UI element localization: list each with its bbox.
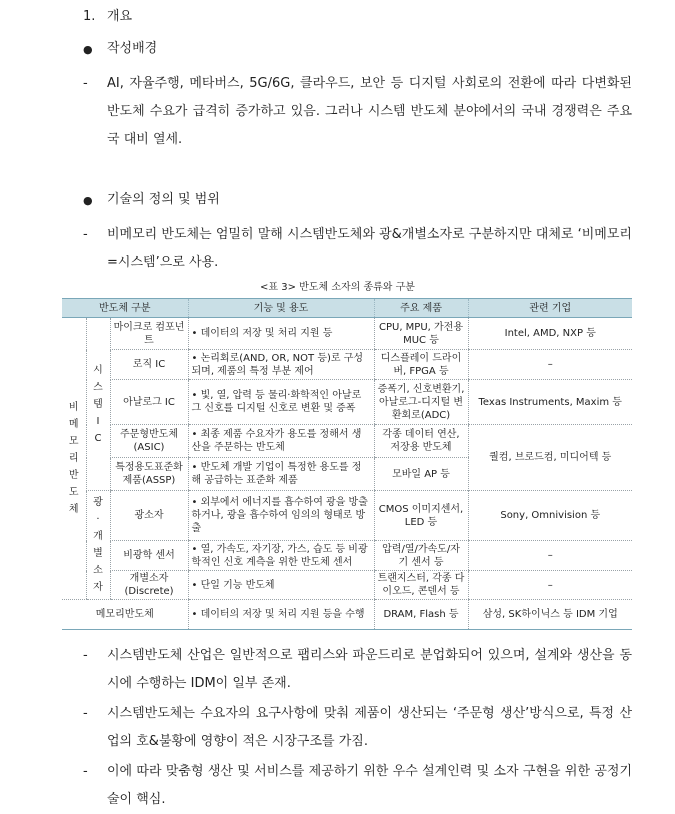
row-name: 주문형반도체 (ASIC) — [110, 425, 188, 458]
row-products: CPU, MPU, 가전용 MUC 등 — [374, 318, 468, 350]
table-row — [62, 541, 632, 571]
header-category: 반도체 구분 — [62, 299, 188, 318]
header-products: 주요 제품 — [374, 299, 468, 318]
subsection-title: 작성배경 — [107, 41, 158, 56]
group-nonmemory-text: 비 메 모 리 반 도 체 — [68, 402, 79, 515]
group-system-label — [86, 318, 110, 491]
row-name: 마이크로 컴포넌트 — [110, 318, 188, 350]
row-products: 모바일 AP 등 — [374, 458, 468, 491]
row-name: 메모리반도체 — [62, 600, 188, 630]
row-companies: 퀄컴, 브로드컴, 미디어텍 등 — [468, 425, 632, 491]
row-companies: Texas Instruments, Maxim 등 — [468, 380, 632, 425]
table-row — [62, 380, 632, 425]
row-use: • 외부에서 에너지를 흡수하여 광을 방출하거나, 광을 흡수하여 임의의 형태로 방출 — [188, 491, 374, 541]
table-row — [62, 350, 632, 380]
row-companies: Sony, Omnivision 등 — [468, 491, 632, 541]
table-caption: <표 3> 반도체 소자의 종류와 구분 — [260, 282, 415, 293]
group-optical-text: 광 · 개 별 소 자 — [93, 497, 103, 593]
row-use: • 단일 기능 반도체 — [188, 571, 374, 600]
row-use: • 데이터의 저장 및 처리 지원 등을 수행 — [188, 600, 374, 630]
row-products: 증폭기, 신호변환기, 아날로그-디지털 변환회로(ADC) — [374, 380, 468, 425]
dash-marker: - — [83, 648, 88, 663]
row-use: • 반도체 개발 기업이 특정한 용도를 정해 공급하는 표준화 제품 — [188, 458, 374, 491]
row-use: • 데이터의 저장 및 처리 지원 등 — [188, 318, 374, 350]
row-use: • 빛, 열, 압력 등 물리·화학적인 아날로그 신호를 디지털 신호로 변환 및 증폭 — [188, 380, 374, 425]
group-system-text: 시 스 템 I C — [93, 364, 103, 444]
row-products: 압력/열/가속도/자기 센서 등 — [374, 541, 468, 571]
table-row — [62, 318, 632, 350]
table-row — [62, 491, 632, 541]
header-function: 기능 및 용도 — [188, 299, 374, 318]
definition-paragraph: 비메모리 반도체는 엄밀히 말해 시스템반도체와 광&개별소자로 구분하지만 대체로 ‘비메모리=시스템’으로 사용. — [107, 227, 632, 270]
section-title: 개요 — [107, 9, 133, 24]
bullet-icon: ● — [83, 194, 93, 207]
section-number: 1. — [83, 9, 96, 24]
row-use: • 논리회로(AND, OR, NOT 등)로 구성되며, 제품의 특정 부분 제어 — [188, 350, 374, 380]
table-header-row — [62, 299, 632, 318]
dash-marker: - — [83, 227, 88, 242]
row-name: 비광학 센서 — [110, 541, 188, 571]
row-products: DRAM, Flash 등 — [374, 600, 468, 630]
table-row — [62, 571, 632, 600]
semiconductor-table — [62, 298, 632, 630]
background-paragraph: AI, 자율주행, 메타버스, 5G/6G, 클라우드, 보안 등 디지털 사회로의 전환에 따라 다변화된 반도체 수요가 급격히 증가하고 있음. 그러나 시스템 반도체 분야에서의 국내 경쟁력은 주요국 대비 열세. — [107, 76, 632, 147]
core-tech-paragraph: 이에 따라 맞춤형 생산 및 서비스를 제공하기 위한 우수 설계인력 및 소자 구현을 위한 공정기술이 핵심. — [107, 764, 632, 807]
industry-paragraph: 시스템반도체 산업은 일반적으로 팹리스와 파운드리로 분업화되어 있으며, 설계와 생산을 동시에 수행하는 IDM이 일부 존재. — [107, 648, 632, 691]
dash-marker: - — [83, 706, 88, 721]
header-companies: 관련 기업 — [468, 299, 632, 318]
row-companies: – — [468, 571, 632, 600]
subsection-title: 기술의 정의 및 범위 — [107, 192, 220, 207]
row-companies: – — [468, 350, 632, 380]
group-nonmemory-label — [62, 318, 86, 600]
table-row — [62, 600, 632, 630]
row-companies: 삼성, SK하이닉스 등 IDM 기업 — [468, 600, 632, 630]
row-products: 디스플레이 드라이버, FPGA 등 — [374, 350, 468, 380]
table-row — [62, 425, 632, 458]
row-name: 로직 IC — [110, 350, 188, 380]
row-name: 광소자 — [110, 491, 188, 541]
dash-marker: - — [83, 76, 88, 91]
dash-marker: - — [83, 764, 88, 779]
row-companies: Intel, AMD, NXP 등 — [468, 318, 632, 350]
row-companies: – — [468, 541, 632, 571]
market-paragraph: 시스템반도체는 수요자의 요구사항에 맞춰 제품이 생산되는 ‘주문형 생산’방식으로, 특정 산업의 호&불황에 영향이 적은 시장구조를 가짐. — [107, 706, 632, 749]
row-name: 개별소자 (Discrete) — [110, 571, 188, 600]
row-use: • 열, 가속도, 자기장, 가스, 습도 등 비광학적인 신호 계측을 위한 반도체 센서 — [188, 541, 374, 571]
bullet-icon: ● — [83, 43, 93, 56]
row-products: 트랜지스터, 각종 다이오드, 콘덴서 등 — [374, 571, 468, 600]
row-use: • 최종 제품 수요자가 용도를 정해서 생산을 주문하는 반도체 — [188, 425, 374, 458]
row-products: CMOS 이미지센서, LED 등 — [374, 491, 468, 541]
row-name: 특정용도표준화 제품(ASSP) — [110, 458, 188, 491]
row-products: 각종 데이터 연산, 저장용 반도체 — [374, 425, 468, 458]
row-name: 아날로그 IC — [110, 380, 188, 425]
group-optical-label — [86, 491, 110, 600]
